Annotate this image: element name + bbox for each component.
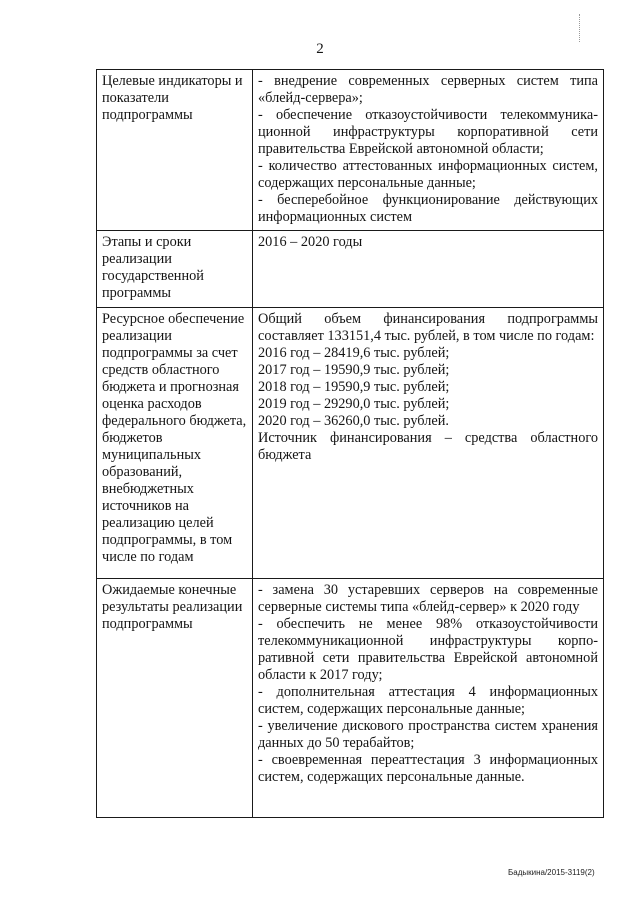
row-label: Ресурсное обеспечение реализации подпрограммы за счет средств областного бюджета и прогнозная оценка расходов федерального бюджета, бюджетов муниципальных образований, внебюджетных источников на реализацию целей подпрограммы, в том числе по годам xyxy=(97,308,253,579)
list-item: - бесперебойное функционирование действующих информационных систем xyxy=(258,192,598,225)
row-label: Целевые индикаторы и показатели подпрограммы xyxy=(97,70,253,231)
row-label: Этапы и сроки реализации государственной программы xyxy=(97,231,253,308)
list-item: - увеличение дискового пространства систем хранения данных до 50 терабайтов; xyxy=(258,718,598,751)
table-row-resources xyxy=(97,308,604,579)
list-item: - обеспечение отказоустойчивости телекоммуника-ционной инфраструктуры корпоративной сети правительства Еврейской автономной области; xyxy=(258,107,598,157)
table-row-target-indicators xyxy=(97,70,604,231)
list-item: - внедрение современных серверных систем типа «блейд-сервера»; xyxy=(258,73,598,106)
list-item: 2017 год – 19590,9 тыс. рублей; xyxy=(258,362,450,378)
list-item: Источник финансирования – средства областного бюджета xyxy=(258,430,598,463)
list-item: - дополнительная аттестация 4 информационных систем, содержащих персональные данные; xyxy=(258,684,598,717)
list-item: - своевременная переаттестация 3 информационных систем, содержащих персональные данные. xyxy=(258,752,598,785)
row-content xyxy=(253,579,604,818)
passport-table xyxy=(96,69,604,818)
list-item: 2019 год – 29290,0 тыс. рублей; xyxy=(258,396,450,412)
list-item: 2016 год – 28419,6 тыс. рублей; xyxy=(258,345,450,361)
row-label: Ожидаемые конечные результаты реализации подпрограммы xyxy=(97,579,253,818)
list-item: 2020 год – 36260,0 тыс. рублей. xyxy=(258,413,449,429)
row-content xyxy=(253,70,604,231)
list-item: - количество аттестованных информационных систем, содержащих персональные данные; xyxy=(258,158,598,191)
scan-edge-mark xyxy=(579,14,581,42)
page-number: 2 xyxy=(316,41,324,57)
row-content xyxy=(253,231,604,308)
row-content xyxy=(253,308,604,579)
list-item: - обеспечить не менее 98% отказоустойчивости телекоммуникационной инфраструктуры корпо-ративной сети правительства Еврейской автономной области к 2017 году; xyxy=(258,616,598,683)
list-item: 2016 – 2020 годы xyxy=(258,234,363,250)
list-item: Общий объем финансирования подпрограммы составляет 133151,4 тыс. рублей, в том числе по годам: xyxy=(258,311,598,344)
list-item: 2018 год – 19590,9 тыс. рублей; xyxy=(258,379,450,395)
table-row-expected-results xyxy=(97,579,604,818)
footer-code: Бадыкина/2015-3119(2) xyxy=(508,868,595,877)
list-item: - замена 30 устаревших серверов на современные серверные системы типа «блейд-сервер» к 2020 году xyxy=(258,582,598,615)
table-row-stages-terms xyxy=(97,231,604,308)
